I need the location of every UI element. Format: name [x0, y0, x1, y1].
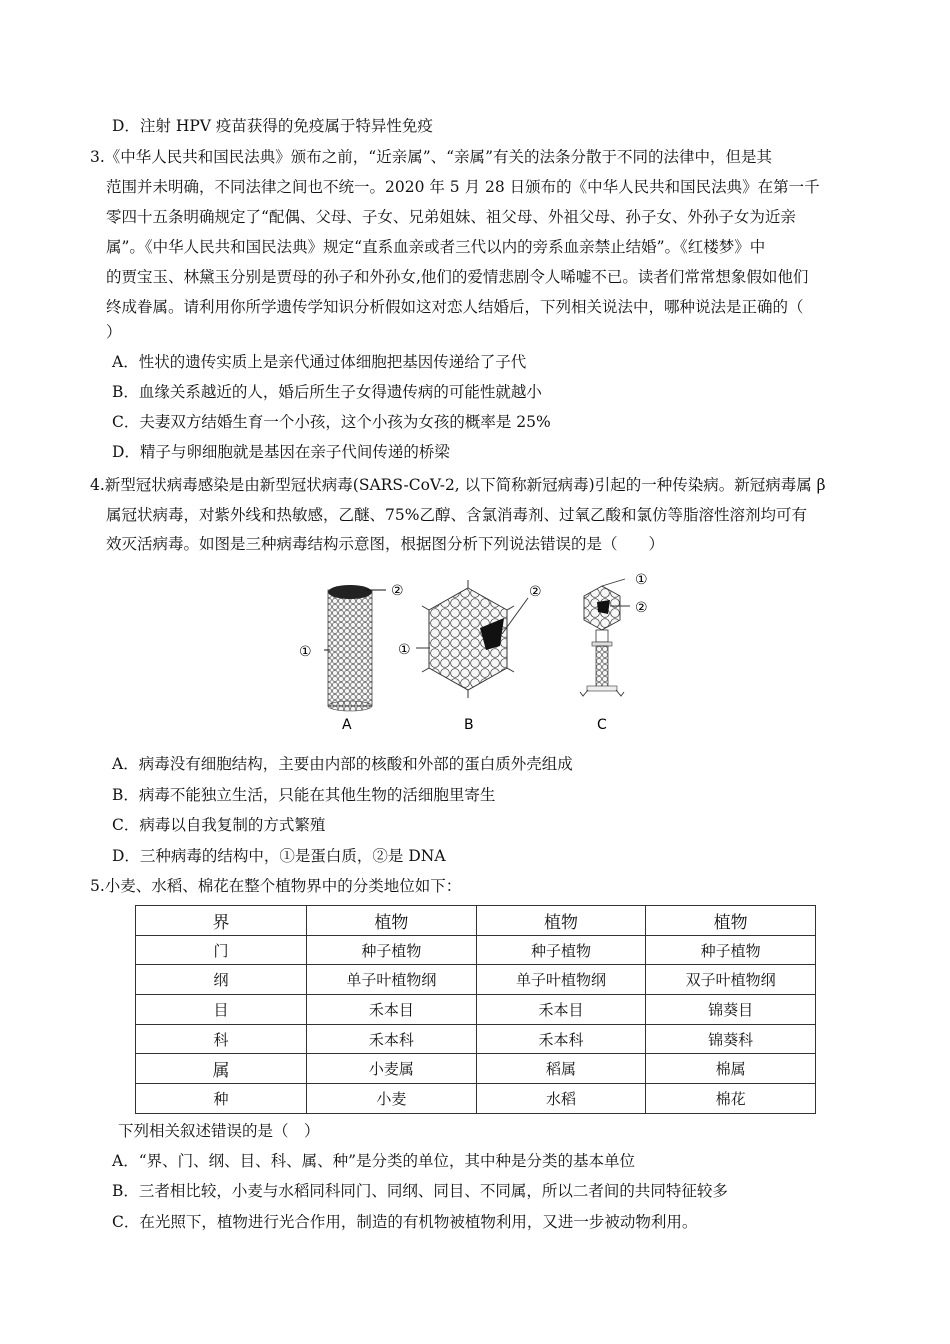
table-cell: 目 — [136, 995, 307, 1025]
table-cell: 种子植物 — [476, 935, 646, 965]
table-cell: 稻属 — [476, 1054, 646, 1084]
q4-stem-line: 4.新型冠状病毒感染是由新型冠状病毒(SARS-CoV-2, 以下简称新冠病毒)引起的一种传染病。新冠病毒属 β — [90, 476, 826, 494]
q3-stem-line: 的贾宝玉、林黛玉分别是贾母的孙子和外孙女,他们的爱情悲剧令人唏嘘不已。读者们常常想象假如他们 — [106, 268, 809, 286]
virus-a-rod — [324, 585, 386, 711]
q3-option-d: D．精子与卵细胞就是基因在亲子代间传递的桥梁 — [112, 443, 450, 461]
q5-option-a: A．“界、门、纲、目、科、属、种”是分类的单位，其中种是分类的基本单位 — [112, 1152, 636, 1170]
q4-option-c: C．病毒以自我复制的方式繁殖 — [112, 816, 326, 834]
table-cell: 种子植物 — [307, 935, 477, 965]
table-cell: 锦葵科 — [646, 1024, 816, 1054]
table-row — [136, 935, 816, 965]
q4-stem-line: 效灭活病毒。如图是三种病毒结构示意图，根据图分析下列说法错误的是（ ） — [106, 535, 665, 553]
table-cell: 禾本科 — [476, 1024, 646, 1054]
virus-structure-figure — [290, 568, 660, 740]
q5-question: 下列相关叙述错误的是（ ） — [118, 1122, 320, 1140]
table-row — [136, 1024, 816, 1054]
table-cell: 棉花 — [646, 1084, 816, 1114]
virus-b-icosahedron — [416, 580, 528, 698]
table-cell: 种 — [136, 1084, 307, 1114]
virus-c-phage — [580, 579, 630, 696]
table-cell: 植物 — [476, 906, 646, 936]
virus-b-label-1: ① — [398, 642, 411, 658]
q3-option-b: B．血缘关系越近的人，婚后所生子女得遗传病的可能性就越小 — [112, 383, 542, 401]
table-cell: 种子植物 — [646, 935, 816, 965]
q4-option-b: B．病毒不能独立生活，只能在其他生物的活细胞里寄生 — [112, 786, 496, 804]
table-cell: 禾本科 — [307, 1024, 477, 1054]
table-cell: 锦葵目 — [646, 995, 816, 1025]
virus-a-label-2: ② — [391, 583, 404, 599]
virus-c-label-2: ② — [635, 600, 648, 616]
table-cell: 纲 — [136, 965, 307, 995]
table-cell: 禾本目 — [307, 995, 477, 1025]
table-cell: 植物 — [307, 906, 477, 936]
q3-stem-line: 属”。《中华人民共和国民法典》规定“直系血亲或者三代以内的旁系血亲禁止结婚”。《红楼梦》中 — [106, 238, 766, 256]
q2-option-d: D．注射 HPV 疫苗获得的免疫属于特异性免疫 — [112, 117, 433, 135]
table-cell: 双子叶植物纲 — [646, 965, 816, 995]
q3-stem-line: 范围并未明确，不同法律之间也不统一。2020 年 5 月 28 日颁布的《中华人民共和国民法典》在第一千 — [106, 178, 820, 196]
table-cell: 门 — [136, 935, 307, 965]
virus-b-panel-label: B — [464, 717, 474, 733]
q3-option-c: C．夫妻双方结婚生育一个小孩，这个小孩为女孩的概率是 25% — [112, 413, 551, 431]
table-cell: 科 — [136, 1024, 307, 1054]
table-cell: 小麦属 — [307, 1054, 477, 1084]
table-cell: 棉属 — [646, 1054, 816, 1084]
q3-stem-line: 终成眷属。请利用你所学遗传学知识分析假如这对恋人结婚后，下列相关说法中，哪种说法是正确的（ — [106, 298, 804, 316]
virus-a-panel-label: A — [342, 717, 352, 733]
classification-table — [135, 905, 816, 1114]
table-row — [136, 906, 816, 936]
q3-stem-line: 3.《中华人民共和国民法典》颁布之前，“近亲属”、“亲属”有关的法条分散于不同的法律中，但是其 — [90, 148, 772, 166]
q5-option-c: C．在光照下，植物进行光合作用，制造的有机物被植物利用，又进一步被动物利用。 — [112, 1213, 698, 1231]
q4-stem-line: 属冠状病毒，对紫外线和热敏感，乙醚、75%乙醇、含氯消毒剂、过氧乙酸和氯仿等脂溶性溶剂均可有 — [106, 506, 807, 524]
virus-c-panel-label: C — [597, 717, 607, 733]
table-row — [136, 1054, 816, 1084]
q5-stem: 5.小麦、水稻、棉花在整个植物界中的分类地位如下： — [90, 877, 462, 895]
table-cell: 小麦 — [307, 1084, 477, 1114]
table-row — [136, 1084, 816, 1114]
q4-option-a: A．病毒没有细胞结构，主要由内部的核酸和外部的蛋白质外壳组成 — [112, 755, 573, 773]
q3-stem-line: 零四十五条明确规定了“配偶、父母、子女、兄弟姐妹、祖父母、外祖父母、孙子女、外孙子女为近亲 — [106, 208, 796, 226]
table-row — [136, 995, 816, 1025]
table-cell: 单子叶植物纲 — [476, 965, 646, 995]
virus-a-label-1: ① — [299, 644, 312, 660]
q5-option-b: B．三者相比较，小麦与水稻同科同门、同纲、同目、不同属，所以二者间的共同特征较多 — [112, 1182, 728, 1200]
table-cell: 禾本目 — [476, 995, 646, 1025]
table-cell: 植物 — [646, 906, 816, 936]
q4-option-d: D．三种病毒的结构中，①是蛋白质，②是 DNA — [112, 847, 446, 865]
table-cell: 界 — [136, 906, 307, 936]
table-row — [136, 965, 816, 995]
table-cell: 单子叶植物纲 — [307, 965, 477, 995]
q3-stem-line: ） — [106, 323, 122, 341]
virus-c-label-1: ① — [635, 572, 648, 588]
table-cell: 水稻 — [476, 1084, 646, 1114]
q3-option-a: A．性状的遗传实质上是亲代通过体细胞把基因传递给了子代 — [112, 353, 527, 371]
virus-b-label-2: ② — [529, 584, 542, 600]
table-cell: 属 — [136, 1054, 307, 1084]
